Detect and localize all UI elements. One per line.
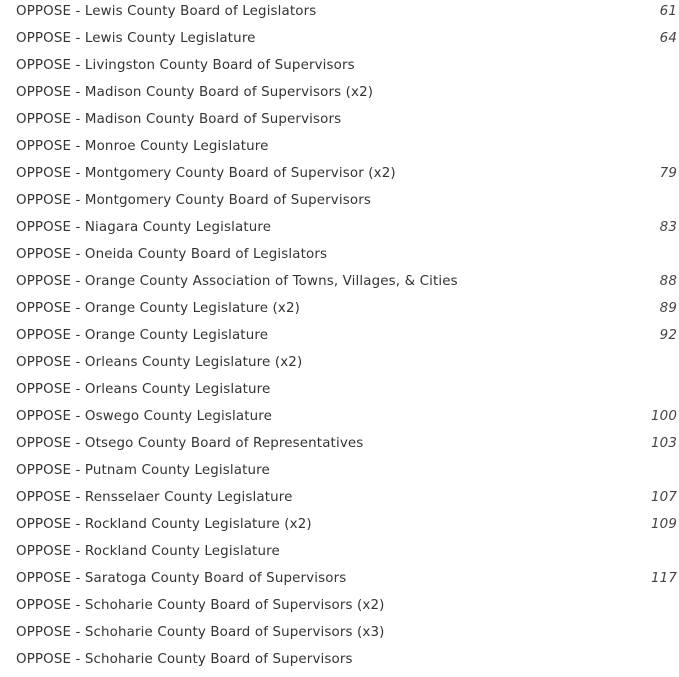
toc-entry-title[interactable]: OPPOSE - Orange County Legislature (16, 328, 269, 343)
toc-entry-title[interactable]: OPPOSE - Lewis County Board of Legislators (16, 4, 317, 19)
toc-entry[interactable] (16, 133, 679, 160)
toc-entry[interactable] (16, 646, 679, 673)
toc-entry-title[interactable]: OPPOSE - Oswego County Legislature (16, 409, 273, 424)
toc-entry[interactable] (16, 592, 679, 619)
toc-entry[interactable] (16, 52, 679, 79)
toc-entry[interactable] (16, 430, 679, 457)
toc-entry-title[interactable]: OPPOSE - Schoharie County Board of Supervisors (x3) (16, 625, 385, 640)
toc-entry-title[interactable]: OPPOSE - Madison County Board of Supervisors (x2) (16, 85, 374, 100)
toc-entry-page-number: 88 (659, 274, 677, 289)
toc-entry-title[interactable]: OPPOSE - Oneida County Board of Legislators (16, 247, 328, 262)
toc-entry-title[interactable]: OPPOSE - Rensselaer County Legislature (16, 490, 293, 505)
toc-entry-title[interactable]: OPPOSE - Saratoga County Board of Supervisors (16, 571, 347, 586)
toc-entry-title[interactable]: OPPOSE - Rockland County Legislature (16, 544, 280, 559)
toc-entry-title[interactable]: OPPOSE - Montgomery County Board of Supervisor (x2) (16, 166, 396, 181)
table-of-contents (16, 0, 679, 673)
toc-entry[interactable] (16, 214, 679, 241)
toc-entry-title[interactable]: OPPOSE - Niagara County Legislature (16, 220, 272, 235)
toc-entry[interactable] (16, 268, 679, 295)
toc-entry-page-number: 92 (659, 328, 677, 343)
toc-entry[interactable] (16, 322, 679, 349)
toc-entry-page-number: 117 (650, 571, 677, 586)
toc-entry-title[interactable]: OPPOSE - Orleans County Legislature (x2) (16, 355, 303, 370)
toc-entry[interactable] (16, 187, 679, 214)
toc-entry-page-number: 100 (650, 409, 677, 424)
toc-entry-page-number: 64 (659, 31, 677, 46)
toc-entry-page-number: 61 (659, 4, 677, 19)
toc-entry-title[interactable]: OPPOSE - Schoharie County Board of Supervisors (16, 652, 353, 667)
toc-entry[interactable] (16, 619, 679, 646)
toc-entry-title[interactable]: OPPOSE - Putnam County Legislature (16, 463, 270, 478)
toc-entry-page-number: 83 (659, 220, 677, 235)
toc-entry[interactable] (16, 349, 679, 376)
toc-entry-title[interactable]: OPPOSE - Orleans County Legislature (16, 382, 271, 397)
toc-entry[interactable] (16, 484, 679, 511)
toc-entry-page-number: 89 (659, 301, 677, 316)
toc-entry[interactable] (16, 511, 679, 538)
toc-entry-page-number: 109 (650, 517, 677, 532)
toc-entry[interactable] (16, 457, 679, 484)
toc-entry-title[interactable]: OPPOSE - Livingston County Board of Supervisors (16, 58, 355, 73)
toc-entry[interactable] (16, 0, 679, 25)
toc-entry-title[interactable]: OPPOSE - Montgomery County Board of Supervisors (16, 193, 371, 208)
toc-entry[interactable] (16, 565, 679, 592)
toc-entry-title[interactable]: OPPOSE - Schoharie County Board of Supervisors (x2) (16, 598, 385, 613)
toc-entry[interactable] (16, 79, 679, 106)
toc-entry-page-number: 79 (659, 166, 677, 181)
toc-entry[interactable] (16, 106, 679, 133)
toc-entry[interactable] (16, 25, 679, 52)
toc-entry-title[interactable]: OPPOSE - Orange County Legislature (x2) (16, 301, 300, 316)
toc-entry-title[interactable]: OPPOSE - Orange County Association of Towns, Villages, & Cities (16, 274, 458, 289)
toc-entry-title[interactable]: OPPOSE - Monroe County Legislature (16, 139, 269, 154)
toc-entry-title[interactable]: OPPOSE - Lewis County Legislature (16, 31, 256, 46)
toc-entry-page-number: 107 (650, 490, 677, 505)
toc-entry[interactable] (16, 538, 679, 565)
toc-entry[interactable] (16, 376, 679, 403)
toc-entry-title[interactable]: OPPOSE - Otsego County Board of Representatives (16, 436, 364, 451)
toc-entry[interactable] (16, 160, 679, 187)
toc-entry-page-number: 103 (650, 436, 677, 451)
toc-entry-title[interactable]: OPPOSE - Madison County Board of Supervisors (16, 112, 342, 127)
toc-entry[interactable] (16, 403, 679, 430)
toc-entry[interactable] (16, 295, 679, 322)
toc-entry[interactable] (16, 241, 679, 268)
toc-entry-title[interactable]: OPPOSE - Rockland County Legislature (x2) (16, 517, 312, 532)
